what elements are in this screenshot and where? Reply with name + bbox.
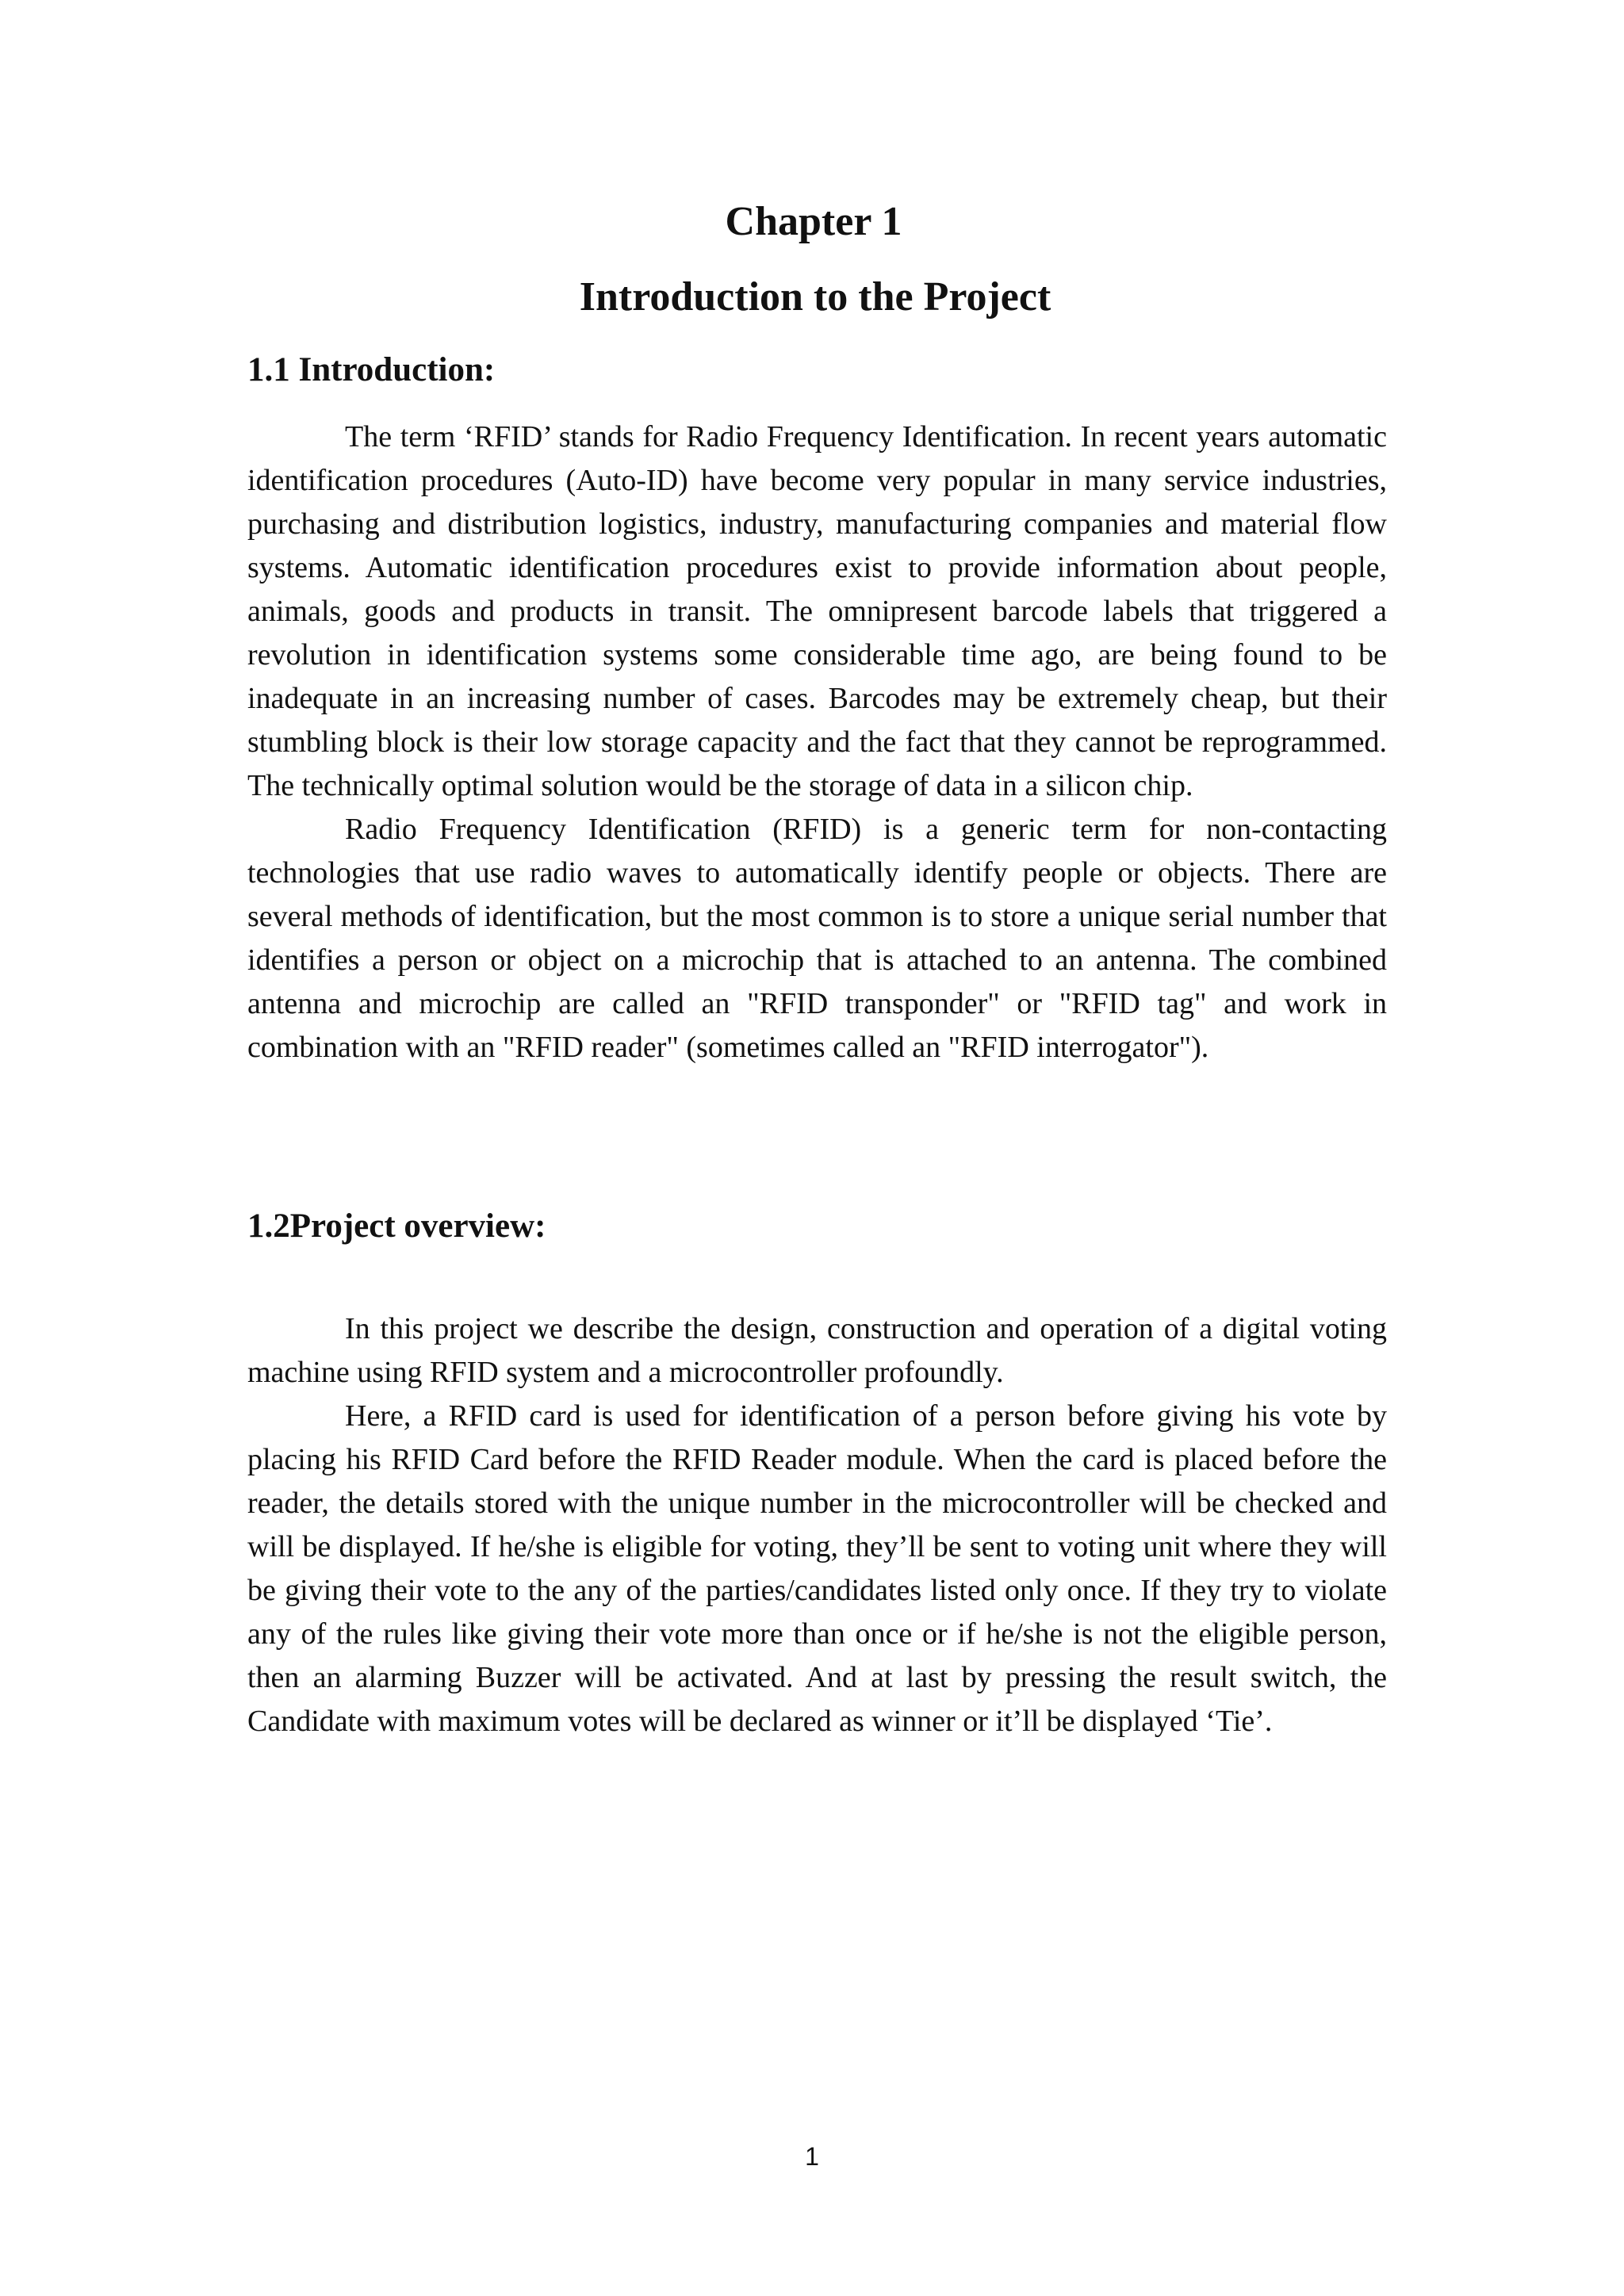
paragraph: Here, a RFID card is used for identification of a person before giving his vote by placing his RFID Card before the RFID Reader module. When the card is placed before the reader, the details stored with the unique number in the microcontroller will be checked and will be displayed. If he/she is eligible for voting, they’ll be sent to voting unit where they will be giving their vote to the any of the parties/candidates listed only once. If they try to violate any of the rules like giving their vote more than once or if he/she is not the eligible person, then an alarming Buzzer will be activated. And at last by pressing the result switch, the Candidate with maximum votes will be declared as winner or it’ll be displayed ‘Tie’. (247, 1399, 1387, 1738)
section-body-project-overview (247, 1307, 1387, 1743)
page-number: 1 (805, 2142, 819, 2171)
paragraph: The term ‘RFID’ stands for Radio Frequency Identification. In recent years automatic identification procedures (Auto-ID) have become very popular in many service industries, purchasing and distribution logistics, industry, manufacturing companies and material flow systems. Automatic identification procedures exist to provide information about people, animals, goods and products in transit. The omnipresent barcode labels that triggered a revolution in identification systems some considerable time ago, are being found to be inadequate in an increasing number of cases. Barcodes may be extremely cheap, but their stumbling block is their low storage capacity and the fact that they cannot be reprogrammed. The technically optimal solution would be the storage of data in a silicon chip. (247, 420, 1387, 802)
section-heading-project-overview: 1.2Project overview: (247, 1207, 546, 1245)
section-body-introduction (247, 415, 1387, 1070)
paragraph: In this project we describe the design, construction and operation of a digital voting machine using RFID system and a microcontroller profoundly. (247, 1312, 1387, 1389)
chapter-number: Chapter 1 (725, 199, 902, 244)
section-heading-introduction: 1.1 Introduction: (247, 351, 496, 388)
paragraph: Radio Frequency Identification (RFID) is a generic term for non-contacting technologies that use radio waves to automatically identify people or objects. There are several methods of identification, but the most common is to store a unique serial number that identifies a person or object on a microchip that is attached to an antenna. The combined antenna and microchip are called an "RFID transponder" or "RFID tag" and work in combination with an "RFID reader" (sometimes called an "RFID interrogator"). (247, 813, 1387, 1064)
chapter-title: Introduction to the Project (579, 274, 1051, 320)
